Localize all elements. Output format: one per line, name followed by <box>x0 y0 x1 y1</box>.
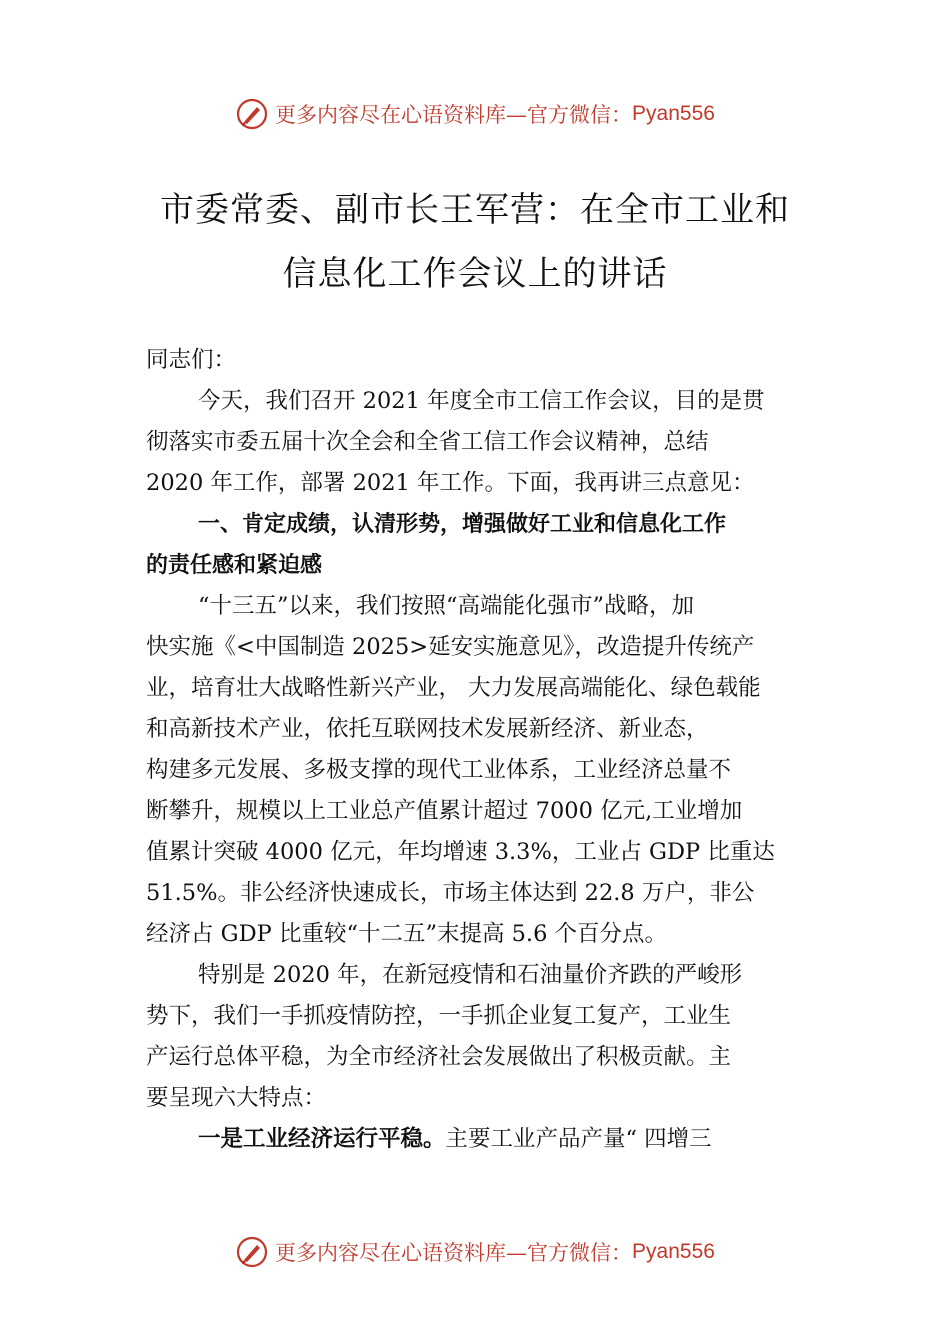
document-title <box>130 178 820 306</box>
title-line: 市委常委、副市长王军营：在全市工业和 <box>160 190 790 230</box>
section-heading: 一、肯定成绩，认清形势，增强做好工业和信息化工作 <box>198 512 727 537</box>
intro-line: 彻落实市委五届十次全会和全省工信工作会议精神，总结 <box>146 429 709 455</box>
paragraph-line: 值累计突破 4000 亿元，年均增速 3.3%，工业占 GDP 比重达 <box>146 839 775 865</box>
point-line <box>146 1119 816 1160</box>
paragraph-line: 势下，我们一手抓疫情防控，一手抓企业复工复产，工业生 <box>146 1003 732 1029</box>
paragraph-line: “十三五”以来，我们按照“高端能化强市”战略，加 <box>198 593 695 619</box>
quill-logo-icon <box>235 97 269 131</box>
paragraph-line: 特别是 2020 年，在新冠疫情和石油量价齐跌的严峻形 <box>198 962 743 988</box>
paragraph-line: 要呈现六大特点： <box>146 1085 327 1111</box>
paragraph-line: 产运行总体平稳，为全市经济社会发展做出了积极贡献。主 <box>146 1044 732 1070</box>
watermark-text: 更多内容尽在心语资料库—官方微信： <box>275 103 633 127</box>
paragraph-line: 断攀升，规模以上工业总产值累计超过 7000 亿元,工业增加 <box>146 798 743 824</box>
section-heading: 的责任感和紧迫感 <box>146 553 323 578</box>
intro-line: 今天，我们召开 2021 年度全市工信工作会议，目的是贯 <box>198 388 765 414</box>
paragraph-line: 快实施《<中国制造 2025>延安实施意见》，改造提升传统产 <box>146 634 755 660</box>
quill-logo-icon <box>235 1235 269 1269</box>
watermark-text: 更多内容尽在心语资料库—官方微信： <box>275 1241 633 1265</box>
paragraph-line: 构建多元发展、多极支撑的现代工业体系，工业经济总量不 <box>146 757 732 783</box>
paragraph-line: 业，培育壮大战略性新兴产业， 大力发展高端能化、绿色载能 <box>146 675 761 701</box>
point-text: 主要工业产品产量“ 四增三 <box>445 1126 712 1152</box>
title-line: 信息化工作会议上的讲话 <box>282 254 668 294</box>
watermark-handle: Pyan556 <box>632 102 715 125</box>
paragraph-line: 51.5%。非公经济快速成长，市场主体达到 22.8 万户，非公 <box>146 880 755 906</box>
document-body <box>146 340 816 1160</box>
paragraph-line: 经济占 GDP 比重较“十二五”末提高 5.6 个百分点。 <box>146 921 668 947</box>
salutation: 同志们： <box>146 347 237 373</box>
intro-line: 2020 年工作，部署 2021 年工作。下面，我再讲三点意见： <box>146 470 755 496</box>
paragraph-line: 和高新技术产业，依托互联网技术发展新经济、新业态， <box>146 716 709 742</box>
watermark-banner-top <box>0 94 950 134</box>
watermark-handle: Pyan556 <box>632 1240 715 1263</box>
watermark-banner-bottom <box>0 1232 950 1272</box>
point-lead: 一是工业经济运行平稳。 <box>198 1126 446 1152</box>
